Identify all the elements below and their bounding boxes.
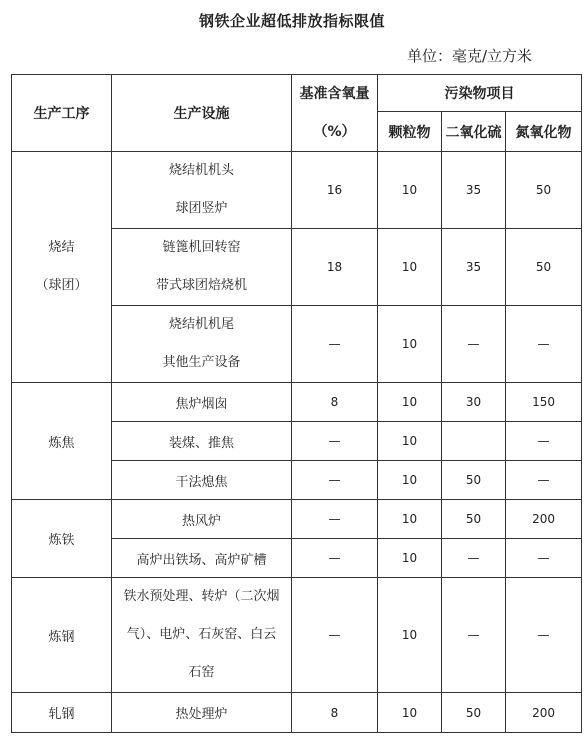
pm-value: 10: [378, 306, 442, 383]
oxygen-value: —: [292, 422, 378, 461]
nox-value: 50: [506, 152, 582, 229]
oxygen-value: 8: [292, 693, 378, 733]
equipment-cell: [112, 229, 292, 306]
so2-value: 50: [442, 500, 506, 539]
equipment-line: 带式球团焙烧机: [155, 278, 247, 293]
equipment-line: 铁水预处理、转炉（二次烟: [123, 589, 280, 604]
nox-value: —: [506, 306, 582, 383]
header-process: 生产工序: [12, 75, 112, 152]
oxygen-value: —: [292, 539, 378, 578]
nox-value: —: [506, 539, 582, 578]
pm-value: 10: [378, 422, 442, 461]
oxygen-value: 18: [292, 229, 378, 306]
so2-value: —: [442, 578, 506, 693]
table-row: [12, 383, 582, 422]
nox-value: —: [506, 422, 582, 461]
header-pm: 颗粒物: [378, 112, 442, 152]
equipment-cell: [112, 578, 292, 693]
nox-value: 50: [506, 229, 582, 306]
equipment-line: 球团竖炉: [175, 201, 228, 216]
table-row: [12, 152, 582, 229]
oxygen-value: —: [292, 306, 378, 383]
pm-value: 10: [378, 229, 442, 306]
oxygen-value: 16: [292, 152, 378, 229]
pm-value: 10: [378, 152, 442, 229]
oxygen-value: —: [292, 500, 378, 539]
process-cell: 炼铁: [12, 500, 112, 578]
equipment-line: 其他生产设备: [162, 355, 241, 370]
process-name: 烧结: [48, 240, 75, 255]
process-cell: 轧钢: [12, 693, 112, 733]
equipment-line: 烧结机机尾: [168, 317, 234, 332]
process-cell: 炼焦: [12, 383, 112, 500]
so2-value: —: [442, 306, 506, 383]
pm-value: 10: [378, 539, 442, 578]
oxygen-value: —: [292, 461, 378, 500]
equipment-line: 烧结机机头: [168, 163, 234, 178]
pm-value: 10: [378, 578, 442, 693]
table-row: [12, 500, 582, 539]
so2-value: 50: [442, 693, 506, 733]
so2-value: 50: [442, 461, 506, 500]
pm-value: 10: [378, 461, 442, 500]
so2-value: 35: [442, 229, 506, 306]
header-oxygen: [292, 75, 378, 152]
equipment-cell: 高炉出铁场、高炉矿槽: [112, 539, 292, 578]
nox-value: 200: [506, 500, 582, 539]
nox-value: —: [506, 461, 582, 500]
pm-value: 10: [378, 383, 442, 422]
so2-value: [442, 422, 506, 461]
header-oxygen-label: 基准含氧量: [299, 86, 370, 102]
header-so2: 二氧化硫: [442, 112, 506, 152]
equipment-cell: 焦炉烟囱: [112, 383, 292, 422]
so2-value: 30: [442, 383, 506, 422]
equipment-cell: [112, 152, 292, 229]
oxygen-value: —: [292, 578, 378, 693]
nox-value: —: [506, 578, 582, 693]
so2-value: 35: [442, 152, 506, 229]
oxygen-value: 8: [292, 383, 378, 422]
unit-label: 单位：毫克/立方米: [406, 47, 532, 65]
process-name-sub: （球团）: [35, 278, 88, 293]
process-cell: [12, 152, 112, 383]
document-title: 钢铁企业超低排放指标限值: [198, 12, 385, 30]
equipment-cell: 装煤、推焦: [112, 422, 292, 461]
equipment-cell: 干法熄焦: [112, 461, 292, 500]
header-equipment: 生产设施: [112, 75, 292, 152]
pm-value: 10: [378, 500, 442, 539]
equipment-line: 链篦机回转窑: [162, 240, 241, 255]
equipment-cell: 热处理炉: [112, 693, 292, 733]
nox-value: 150: [506, 383, 582, 422]
header-pollutants: 污染物项目: [378, 75, 582, 112]
emission-limits-table: [11, 74, 582, 733]
equipment-line: 气）、电炉、石灰窑、白云: [126, 627, 277, 642]
pm-value: 10: [378, 693, 442, 733]
nox-value: 200: [506, 693, 582, 733]
equipment-cell: [112, 306, 292, 383]
process-cell: 炼钢: [12, 578, 112, 693]
equipment-line: 石窑: [188, 665, 215, 680]
so2-value: —: [442, 539, 506, 578]
header-oxygen-unit: （%）: [313, 124, 356, 140]
equipment-cell: 热风炉: [112, 500, 292, 539]
table-row: [12, 693, 582, 733]
header-nox: 氮氧化物: [506, 112, 582, 152]
table-row: [12, 578, 582, 693]
